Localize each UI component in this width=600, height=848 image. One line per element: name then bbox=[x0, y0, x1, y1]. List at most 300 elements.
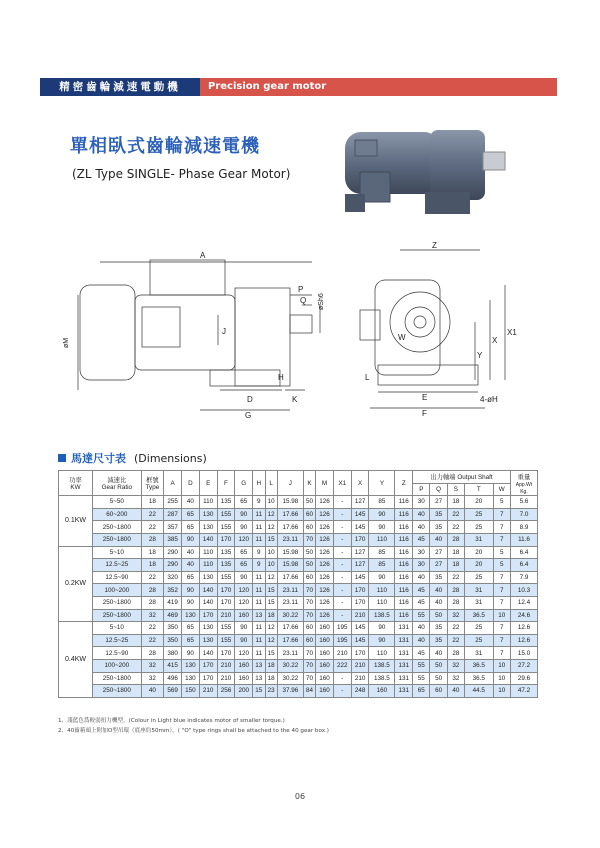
header-shaft: W bbox=[493, 483, 510, 496]
table-cell: 70 bbox=[303, 533, 315, 546]
dimensions-heading: 馬達尺寸表 (Dimensions) bbox=[58, 450, 207, 466]
label-s: øSh6 bbox=[318, 293, 325, 310]
table-cell: 116 bbox=[395, 508, 413, 521]
table-cell: - bbox=[333, 521, 351, 534]
table-cell: 150 bbox=[182, 685, 200, 698]
table-cell: 70 bbox=[303, 609, 315, 622]
table-cell: 12.6 bbox=[510, 634, 537, 647]
table-cell: 210 bbox=[217, 609, 235, 622]
table-cell: 11 bbox=[253, 533, 265, 546]
header-weight: 重量 App.Wt Kg. bbox=[510, 471, 537, 496]
label-l: L bbox=[365, 373, 370, 382]
header-shaft: P bbox=[413, 483, 430, 496]
table-row bbox=[59, 571, 538, 584]
table-cell: 30 bbox=[413, 559, 430, 572]
table-cell: 138.5 bbox=[369, 659, 395, 672]
table-cell: 60 bbox=[303, 634, 315, 647]
table-cell: 22 bbox=[141, 521, 164, 534]
header-dim: Z bbox=[395, 471, 413, 496]
table-row bbox=[59, 584, 538, 597]
table-cell: 12 bbox=[265, 571, 277, 584]
table-cell: 11 bbox=[253, 622, 265, 635]
table-cell: 130 bbox=[199, 622, 217, 635]
table-cell: 126 bbox=[316, 559, 334, 572]
table-cell: 130 bbox=[182, 609, 200, 622]
table-cell: 130 bbox=[182, 659, 200, 672]
header-kw: 功率 KW bbox=[59, 471, 93, 496]
table-cell: 45 bbox=[413, 584, 430, 597]
label-k: K bbox=[292, 395, 298, 404]
table-cell: 135 bbox=[217, 559, 235, 572]
table-cell: 20 bbox=[465, 546, 494, 559]
header-dim: L bbox=[265, 471, 277, 496]
table-cell: 140 bbox=[199, 584, 217, 597]
page-title-zh: 單相臥式齒輪減速電機 bbox=[70, 136, 260, 157]
table-cell: 126 bbox=[316, 533, 334, 546]
table-cell: 116 bbox=[395, 521, 413, 534]
table-row bbox=[59, 596, 538, 609]
table-cell: 18 bbox=[447, 559, 464, 572]
table-cell: 170 bbox=[351, 533, 369, 546]
table-cell: 116 bbox=[395, 584, 413, 597]
table-cell: 25 bbox=[465, 521, 494, 534]
label-y: Y bbox=[477, 351, 483, 360]
table-cell: 170 bbox=[217, 533, 235, 546]
table-cell: 90 bbox=[235, 622, 253, 635]
table-cell: 127 bbox=[351, 496, 369, 509]
table-cell: 22 bbox=[447, 508, 464, 521]
table-row bbox=[59, 647, 538, 660]
table-cell: 90 bbox=[182, 596, 200, 609]
table-cell: 110 bbox=[199, 559, 217, 572]
table-cell: - bbox=[333, 596, 351, 609]
table-cell: 131 bbox=[395, 685, 413, 698]
table-cell: 30.22 bbox=[277, 659, 303, 672]
table-cell: 9 bbox=[253, 546, 265, 559]
table-cell: 28 bbox=[447, 533, 464, 546]
table-cell: 160 bbox=[235, 609, 253, 622]
table-cell: 50 bbox=[430, 609, 447, 622]
table-cell: 210 bbox=[217, 672, 235, 685]
table-cell: 17.66 bbox=[277, 508, 303, 521]
header-dim: M bbox=[316, 471, 334, 496]
table-cell: 18 bbox=[265, 609, 277, 622]
table-cell: 170 bbox=[351, 596, 369, 609]
table-cell: 170 bbox=[217, 584, 235, 597]
table-cell: 160 bbox=[316, 685, 334, 698]
table-cell: 120 bbox=[235, 533, 253, 546]
table-cell: 126 bbox=[316, 571, 334, 584]
table-cell: 210 bbox=[199, 685, 217, 698]
table-cell: 12.5~90 bbox=[93, 647, 142, 660]
table-cell: 11 bbox=[253, 508, 265, 521]
table-cell: 7 bbox=[493, 647, 510, 660]
table-cell: 18 bbox=[447, 496, 464, 509]
table-cell: 60 bbox=[430, 685, 447, 698]
table-cell: 35 bbox=[430, 508, 447, 521]
table-cell: 170 bbox=[199, 609, 217, 622]
table-row bbox=[59, 622, 538, 635]
table-row bbox=[59, 508, 538, 521]
table-cell: 65 bbox=[182, 508, 200, 521]
table-cell: 160 bbox=[369, 685, 395, 698]
table-row bbox=[59, 659, 538, 672]
table-cell: 116 bbox=[395, 596, 413, 609]
table-cell: - bbox=[333, 685, 351, 698]
table-cell: 85 bbox=[369, 559, 395, 572]
table-cell: 131 bbox=[395, 634, 413, 647]
label-q: Q bbox=[300, 296, 307, 305]
table-cell: 40 bbox=[413, 521, 430, 534]
table-cell: 15 bbox=[265, 533, 277, 546]
table-cell: 110 bbox=[369, 647, 395, 660]
table-cell: 40 bbox=[413, 508, 430, 521]
page-number: 06 bbox=[294, 792, 306, 801]
table-cell: 126 bbox=[316, 546, 334, 559]
table-cell: 25 bbox=[465, 571, 494, 584]
table-cell: 160 bbox=[316, 672, 334, 685]
table-cell: 84 bbox=[303, 685, 315, 698]
table-cell: 8.9 bbox=[510, 521, 537, 534]
table-cell: 40 bbox=[182, 496, 200, 509]
label-j: J bbox=[222, 327, 226, 336]
table-cell: 469 bbox=[164, 609, 182, 622]
table-cell: 20 bbox=[465, 559, 494, 572]
table-cell: 10 bbox=[493, 659, 510, 672]
table-cell: 22 bbox=[141, 571, 164, 584]
table-cell: 27.2 bbox=[510, 659, 537, 672]
table-cell: 15 bbox=[265, 596, 277, 609]
table-cell: 7 bbox=[493, 521, 510, 534]
table-cell: 65 bbox=[182, 571, 200, 584]
table-cell: 7 bbox=[493, 634, 510, 647]
table-cell: 11.6 bbox=[510, 533, 537, 546]
table-cell: 131 bbox=[395, 672, 413, 685]
table-cell: 110 bbox=[369, 533, 395, 546]
table-cell: 110 bbox=[199, 496, 217, 509]
table-cell: 126 bbox=[316, 508, 334, 521]
table-cell: 32 bbox=[141, 659, 164, 672]
table-cell: 17.66 bbox=[277, 622, 303, 635]
table-cell: 5.6 bbox=[510, 496, 537, 509]
table-cell: 131 bbox=[395, 659, 413, 672]
table-row bbox=[59, 533, 538, 546]
table-cell: 116 bbox=[395, 546, 413, 559]
dimensions-table bbox=[58, 470, 538, 698]
table-cell: 155 bbox=[217, 508, 235, 521]
table-cell: 130 bbox=[199, 571, 217, 584]
header-dim: F bbox=[217, 471, 235, 496]
label-h: H bbox=[278, 373, 284, 382]
table-cell: 22 bbox=[141, 508, 164, 521]
table-cell: 70 bbox=[303, 647, 315, 660]
table-cell: 155 bbox=[217, 634, 235, 647]
table-cell: 170 bbox=[351, 584, 369, 597]
table-cell: 250~1800 bbox=[93, 609, 142, 622]
table-cell: 130 bbox=[199, 508, 217, 521]
table-cell: 65 bbox=[413, 685, 430, 698]
table-cell: 290 bbox=[164, 559, 182, 572]
header-shaft: Q bbox=[430, 483, 447, 496]
table-cell: 60~200 bbox=[93, 508, 142, 521]
table-cell: 40 bbox=[182, 559, 200, 572]
table-cell: 145 bbox=[351, 571, 369, 584]
table-cell: 70 bbox=[303, 672, 315, 685]
table-cell: 35 bbox=[430, 634, 447, 647]
table-cell: 210 bbox=[351, 609, 369, 622]
table-cell: 12.5~25 bbox=[93, 559, 142, 572]
table-cell: 18 bbox=[447, 546, 464, 559]
table-cell: 18 bbox=[141, 496, 164, 509]
table-cell: 250~1800 bbox=[93, 521, 142, 534]
table-cell: 32 bbox=[141, 672, 164, 685]
table-cell: 40 bbox=[430, 596, 447, 609]
table-cell: 18 bbox=[265, 659, 277, 672]
table-cell: 22 bbox=[447, 622, 464, 635]
table-cell: 12.6 bbox=[510, 622, 537, 635]
label-g: G bbox=[245, 411, 252, 418]
table-cell: 7.9 bbox=[510, 571, 537, 584]
table-cell: 6.4 bbox=[510, 559, 537, 572]
table-cell: 11 bbox=[253, 647, 265, 660]
table-cell: 250~1800 bbox=[93, 672, 142, 685]
table-cell: 12 bbox=[265, 622, 277, 635]
kw-cell: 0.1KW bbox=[59, 496, 93, 546]
table-cell: 131 bbox=[395, 622, 413, 635]
table-cell: 18 bbox=[141, 546, 164, 559]
table-cell: 7 bbox=[493, 596, 510, 609]
header-dim: A bbox=[164, 471, 182, 496]
table-cell: 32 bbox=[447, 659, 464, 672]
table-cell: 22 bbox=[447, 634, 464, 647]
table-cell: 5 bbox=[493, 496, 510, 509]
table-cell: 90 bbox=[369, 521, 395, 534]
table-cell: 22 bbox=[447, 571, 464, 584]
table-cell: 25 bbox=[465, 634, 494, 647]
header-dim: Y bbox=[369, 471, 395, 496]
table-cell: 155 bbox=[217, 571, 235, 584]
label-x1: X1 bbox=[507, 328, 517, 337]
table-cell: 22 bbox=[141, 634, 164, 647]
table-cell: 138.5 bbox=[369, 672, 395, 685]
table-cell: 116 bbox=[395, 559, 413, 572]
header-ratio: 減速比 Gear Ratio bbox=[93, 471, 142, 496]
header-output-shaft: 出力軸端 Output Shaft bbox=[413, 471, 511, 484]
table-cell: 40 bbox=[413, 622, 430, 635]
table-cell: 36.5 bbox=[465, 672, 494, 685]
table-cell: 60 bbox=[303, 571, 315, 584]
table-cell: 11 bbox=[253, 521, 265, 534]
table-cell: 12 bbox=[265, 521, 277, 534]
table-cell: 140 bbox=[199, 647, 217, 660]
table-cell: 27 bbox=[430, 546, 447, 559]
table-cell: 126 bbox=[316, 609, 334, 622]
table-cell: 60 bbox=[303, 508, 315, 521]
table-cell: 30 bbox=[413, 496, 430, 509]
header-dim: J bbox=[277, 471, 303, 496]
table-cell: 170 bbox=[199, 672, 217, 685]
table-cell: - bbox=[333, 584, 351, 597]
table-row bbox=[59, 521, 538, 534]
table-cell: - bbox=[333, 559, 351, 572]
table-cell: 250~1800 bbox=[93, 685, 142, 698]
table-cell: 15.98 bbox=[277, 559, 303, 572]
table-cell: 20 bbox=[465, 496, 494, 509]
table-cell: 45 bbox=[413, 533, 430, 546]
table-cell: 5~10 bbox=[93, 622, 142, 635]
table-cell: 145 bbox=[351, 622, 369, 635]
table-cell: 85 bbox=[369, 546, 395, 559]
table-cell: 40 bbox=[430, 647, 447, 660]
table-cell: 55 bbox=[413, 609, 430, 622]
table-cell: 357 bbox=[164, 521, 182, 534]
table-cell: 160 bbox=[316, 634, 334, 647]
table-cell: 11 bbox=[253, 596, 265, 609]
table-cell: 50 bbox=[303, 546, 315, 559]
table-cell: 50 bbox=[430, 672, 447, 685]
table-cell: 135 bbox=[217, 496, 235, 509]
page-title-en: (ZL Type SINGLE- Phase Gear Motor) bbox=[72, 167, 291, 181]
table-cell: 28 bbox=[141, 533, 164, 546]
header-dim: E bbox=[199, 471, 217, 496]
header-dim: G bbox=[235, 471, 253, 496]
table-cell: 27 bbox=[430, 496, 447, 509]
table-cell: 28 bbox=[447, 584, 464, 597]
table-cell: 135 bbox=[217, 546, 235, 559]
table-cell: 28 bbox=[141, 647, 164, 660]
table-cell: 145 bbox=[351, 521, 369, 534]
table-cell: 127 bbox=[351, 559, 369, 572]
table-cell: 120 bbox=[235, 584, 253, 597]
table-cell: 15 bbox=[253, 685, 265, 698]
table-cell: 70 bbox=[303, 659, 315, 672]
table-cell: 65 bbox=[235, 546, 253, 559]
table-cell: 90 bbox=[369, 508, 395, 521]
table-cell: 65 bbox=[182, 622, 200, 635]
table-cell: 90 bbox=[369, 634, 395, 647]
table-cell: 90 bbox=[235, 634, 253, 647]
table-cell: 210 bbox=[217, 659, 235, 672]
table-cell: 10 bbox=[265, 546, 277, 559]
table-cell: 120 bbox=[235, 596, 253, 609]
table-cell: 18 bbox=[141, 559, 164, 572]
header-dim: X1 bbox=[333, 471, 351, 496]
table-cell: 29.6 bbox=[510, 672, 537, 685]
header-dim: D bbox=[182, 471, 200, 496]
table-cell: 35 bbox=[430, 622, 447, 635]
table-cell: 65 bbox=[235, 559, 253, 572]
table-cell: 65 bbox=[182, 634, 200, 647]
table-cell: 145 bbox=[351, 634, 369, 647]
table-cell: 195 bbox=[333, 634, 351, 647]
table-cell: 155 bbox=[217, 622, 235, 635]
table-cell: 32 bbox=[141, 609, 164, 622]
table-cell: 24.6 bbox=[510, 609, 537, 622]
table-cell: 31 bbox=[465, 647, 494, 660]
table-cell: 256 bbox=[217, 685, 235, 698]
table-cell: 10 bbox=[493, 672, 510, 685]
table-cell: 40 bbox=[182, 546, 200, 559]
table-cell: 287 bbox=[164, 508, 182, 521]
table-cell: 25 bbox=[465, 622, 494, 635]
table-cell: 210 bbox=[333, 647, 351, 660]
table-cell: 13 bbox=[253, 659, 265, 672]
table-cell: 12.5~25 bbox=[93, 634, 142, 647]
table-cell: 11 bbox=[253, 584, 265, 597]
table-cell: 160 bbox=[235, 672, 253, 685]
table-cell: 116 bbox=[395, 609, 413, 622]
table-cell: 45 bbox=[413, 647, 430, 660]
table-row bbox=[59, 496, 538, 509]
table-cell: 350 bbox=[164, 622, 182, 635]
table-cell: - bbox=[333, 508, 351, 521]
table-cell: 10 bbox=[265, 496, 277, 509]
table-cell: 31 bbox=[465, 596, 494, 609]
table-cell: 419 bbox=[164, 596, 182, 609]
table-cell: 23.11 bbox=[277, 647, 303, 660]
table-cell: 90 bbox=[182, 533, 200, 546]
label-hole: 4-øH bbox=[480, 395, 498, 404]
table-cell: 55 bbox=[413, 659, 430, 672]
table-cell: 25 bbox=[465, 508, 494, 521]
label-x: X bbox=[492, 336, 498, 345]
table-cell: 131 bbox=[395, 647, 413, 660]
table-cell: 45 bbox=[413, 596, 430, 609]
label-p: P bbox=[298, 285, 304, 294]
table-cell: 7 bbox=[493, 508, 510, 521]
table-cell: 13 bbox=[253, 672, 265, 685]
table-cell: 155 bbox=[217, 521, 235, 534]
table-cell: 10 bbox=[493, 609, 510, 622]
table-cell: 17.66 bbox=[277, 571, 303, 584]
table-cell: 90 bbox=[235, 571, 253, 584]
table-cell: 12.5~90 bbox=[93, 571, 142, 584]
table-cell: 170 bbox=[217, 596, 235, 609]
table-cell: 116 bbox=[395, 533, 413, 546]
table-cell: 12 bbox=[265, 508, 277, 521]
footnote: 1、淺藍色爲較弱扭力機型。(Colour in Light blue indicates motor of smaller torque.) bbox=[58, 718, 285, 724]
table-cell: 11 bbox=[253, 571, 265, 584]
table-cell: 380 bbox=[164, 647, 182, 660]
table-cell: 15.0 bbox=[510, 647, 537, 660]
table-cell: 11 bbox=[253, 634, 265, 647]
table-cell: 27 bbox=[430, 559, 447, 572]
table-cell: 290 bbox=[164, 546, 182, 559]
gear-motor-photo bbox=[325, 112, 530, 230]
table-cell: 9 bbox=[253, 559, 265, 572]
table-cell: 9 bbox=[253, 496, 265, 509]
table-row bbox=[59, 609, 538, 622]
table-cell: - bbox=[333, 546, 351, 559]
table-cell: 116 bbox=[395, 571, 413, 584]
header-dim: X bbox=[351, 471, 369, 496]
table-cell: 40 bbox=[447, 685, 464, 698]
table-cell: 22 bbox=[447, 521, 464, 534]
dimension-drawing bbox=[60, 240, 520, 418]
table-cell: 110 bbox=[369, 584, 395, 597]
table-cell: 130 bbox=[199, 634, 217, 647]
table-cell: 70 bbox=[303, 596, 315, 609]
table-cell: 35 bbox=[430, 571, 447, 584]
bullet-square-icon bbox=[58, 454, 66, 462]
table-cell: 200 bbox=[235, 685, 253, 698]
table-cell: 126 bbox=[316, 596, 334, 609]
table-cell: 222 bbox=[333, 659, 351, 672]
table-cell: 31 bbox=[465, 584, 494, 597]
table-cell: 120 bbox=[235, 647, 253, 660]
table-cell: 30 bbox=[413, 546, 430, 559]
table-cell: 170 bbox=[217, 647, 235, 660]
